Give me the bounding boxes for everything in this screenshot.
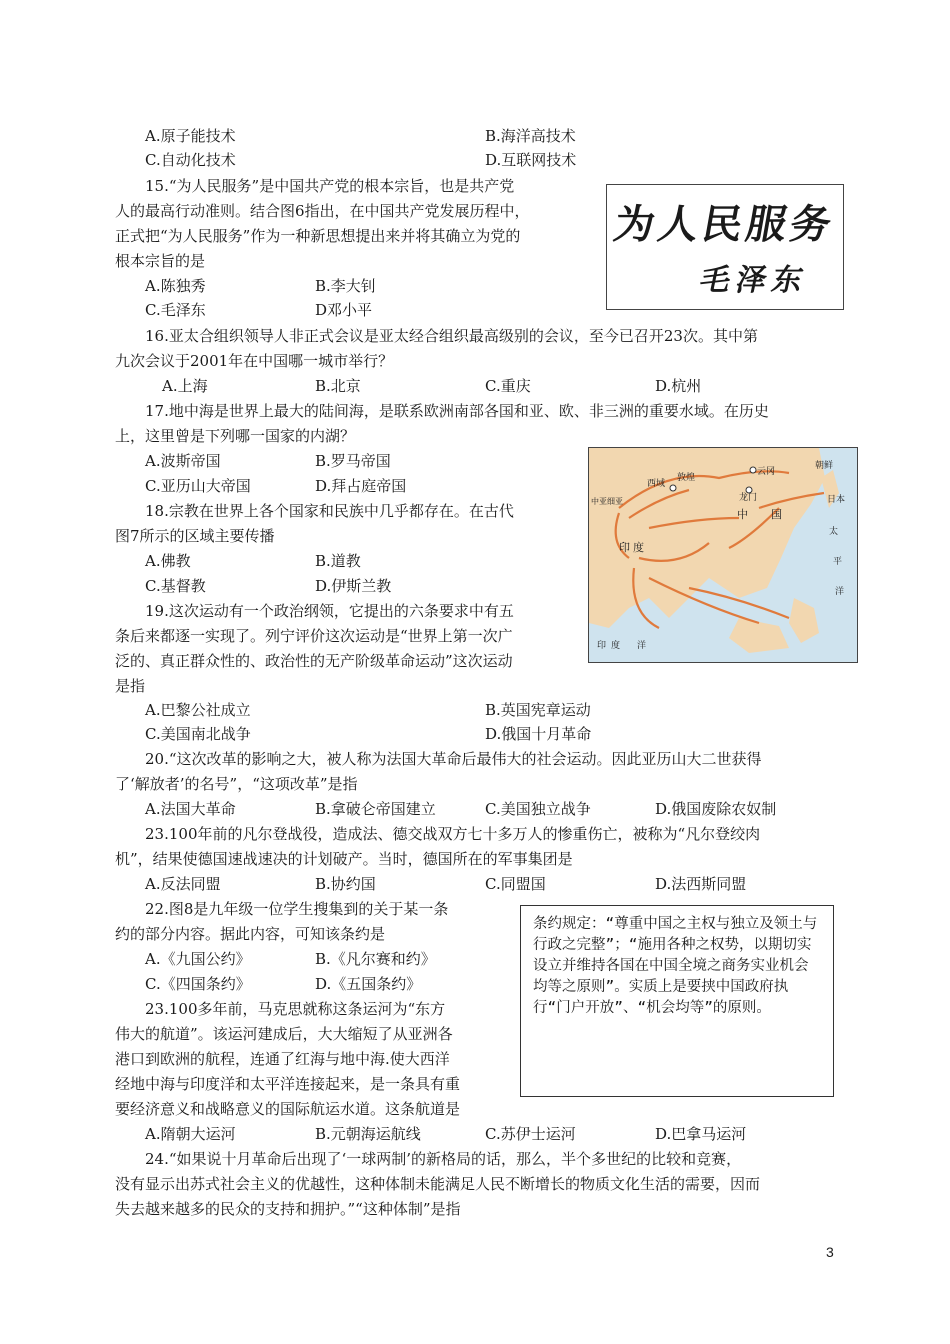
map-label-du: 度 [611,640,621,650]
q16-stem-line1: 16.亚太合组织领导人非正式会议是亚太经合组织最高级别的会议，至今已召开23次。其中第 [145,327,758,345]
q22-option-c: C.《四国条约》 [145,975,251,993]
page-number: 3 [826,1244,834,1260]
map-label-longmen: 龙门 [739,492,758,502]
q23-option-a: A.隋朝大运河 [145,1125,236,1143]
map-label-xiyu: 西域 [647,478,666,488]
map-label-korea: 朝鲜 [815,460,834,470]
q24-stem-line2: 没有显示出苏式社会主义的优越性，这种体制未能满足人民不断增长的物质文化生活的需要，因而 [115,1175,761,1193]
q22-option-b: B.《凡尔赛和约》 [315,950,436,968]
map-label-tai: 太 [829,526,839,536]
q15-option-a: A.陈独秀 [145,277,206,295]
q20-stem-line2: 了‘解放者’的名号”，“这项改革”是指 [115,775,358,793]
map-label-guo: 国 [771,509,782,521]
map-label-dunhuang: 敦煌 [677,472,696,482]
calligraphy-signature: 毛泽东 [696,263,812,298]
q19-option-d: D.俄国十月革命 [485,725,592,743]
q23-stem-line2: 伟大的航道”。该运河建成后，大大缩短了从亚洲各 [115,1025,453,1043]
calligraphy-text: 为人民服务 [610,201,839,248]
q15-option-c: C.毛泽东 [145,301,206,319]
q19-option-c: C.美国南北战争 [145,725,251,743]
q15-option-d: D邓小平 [315,301,373,319]
q22-option-a: A.《九国公约》 [145,950,251,968]
map-label-central-asia: 中亚细亚 [591,497,623,506]
q18-option-a: A.佛教 [145,552,191,570]
q21-stem-line2: 机”，结果使德国速战速决的计划破产。当时，德国所在的军事集团是 [115,850,573,868]
q23-stem-line5: 要经济意义和战略意义的国际航运水道。这条航道是 [115,1100,461,1118]
q22-stem-line2: 约的部分内容。据此内容，可知该条约是 [115,925,386,943]
q20-option-a: A.法国大革命 [145,800,236,818]
q18-stem-line1: 18.宗教在世界上各个国家和民族中几乎都存在。在古代 [145,502,514,520]
calligraphy-figure [606,184,844,310]
map-svg [589,448,857,662]
q21-stem-line1: 23.100年前的凡尔登战役，造成法、德交战双方七十多万人的惨重伤亡，被称为“凡尔登绞肉 [145,825,761,843]
map-label-zhong: 中 [737,509,748,521]
map-label-japan: 日本 [827,494,846,504]
map-label-india: 印 度 [619,542,645,554]
q20-option-c: C.美国独立战争 [485,800,591,818]
q23-option-b: B.元朝海运航线 [315,1125,421,1143]
q14-option-a: A.原子能技术 [145,127,236,145]
q17-option-c: C.亚历山大帝国 [145,477,251,495]
q23-option-c: C.苏伊士运河 [485,1125,576,1143]
q19-stem-line1: 19.这次运动有一个政治纲领，它提出的六条要求中有五 [145,602,514,620]
q22-stem-line1: 22.图8是九年级一位学生搜集到的关于某一条 [145,900,449,918]
q23-stem-line4: 经地中海与印度洋和太平洋连接起来，是一条具有重 [115,1075,461,1093]
q19-stem-line2: 条后来都逐一实现了。列宁评价这次运动是“世界上第一次广 [115,627,513,645]
q19-option-b: B.英国宪章运动 [485,701,591,719]
q15-stem-line3: 正式把“为人民服务”作为一种新思想提出来并将其确立为党的 [115,227,521,245]
q19-option-a: A.巴黎公社成立 [145,701,251,719]
q22-option-d: D.《五国条约》 [315,975,422,993]
q19-stem-line3: 泛的、真正群众性的、政治性的无产阶级革命运动”这次运动 [115,652,513,670]
q23-option-d: D.巴拿马运河 [655,1125,747,1143]
map-label-yang: 洋 [835,586,845,596]
q17-stem-line1: 17.地中海是世界上最大的陆间海，是联系欧洲南部各国和亚、欧、非三洲的重要水域。在历史 [145,402,769,420]
q18-option-c: C.基督教 [145,577,206,595]
map-label-yin: 印 [597,640,607,650]
q23-stem-line3: 港口到欧洲的航程，连通了红海与地中海.使大西洋 [115,1050,450,1068]
q14-option-b: B.海洋高技术 [485,127,576,145]
q15-stem-line4: 根本宗旨的是 [115,252,206,270]
q18-stem-line2: 图7所示的区域主要传播 [115,527,275,545]
q21-option-a: A.反法同盟 [145,875,221,893]
q17-option-b: B.罗马帝国 [315,452,391,470]
q17-stem-line2: 上，这里曾是下列哪一国家的内湖？ [115,427,356,445]
treaty-excerpt-box: 条约规定：“尊重中国之主权与独立及领土与行政之完整”；“施用各种之权势，以期切实设立并维持各国在中国全境之商务实业机会均等之原则”。实质上是要挟中国政府执行“门户开放”、“机会均等”的原则。 [520,905,834,1097]
q16-option-b: B.北京 [315,377,361,395]
q21-option-b: B.协约国 [315,875,376,893]
q16-option-c: C.重庆 [485,377,531,395]
q15-stem-line1: 15.“为人民服务”是中国共产党的根本宗旨，也是共产党 [145,177,515,195]
q17-option-d: D.拜占庭帝国 [315,477,407,495]
q20-option-d: D.俄国废除农奴制 [655,800,777,818]
q16-stem-line2: 九次会议于2001年在中国哪一城市举行？ [115,352,394,370]
q14-option-d: D.互联网技术 [485,151,577,169]
q18-option-b: B.道教 [315,552,361,570]
map-label-ping: 平 [833,556,843,566]
q20-option-b: B.拿破仑帝国建立 [315,800,436,818]
q15-stem-line2: 人的最高行动准则。结合图6指出，在中国共产党发展历程中， [115,202,530,220]
q17-option-a: A.波斯帝国 [145,452,221,470]
q20-stem-line1: 20.“这次改革的影响之大，被人称为法国大革命后最伟大的社会运动。因此亚历山大二世获得 [145,750,762,768]
map-label-yang2: 洋 [637,640,647,650]
q21-option-d: D.法西斯同盟 [655,875,747,893]
q23-stem-line1: 23.100多年前，马克思就称这条运河为“东方 [145,1000,446,1018]
q16-option-d: D.杭州 [655,377,702,395]
q14-option-c: C.自动化技术 [145,151,236,169]
map-label-yungang: 云冈 [757,466,776,476]
q18-option-d: D.伊斯兰教 [315,577,392,595]
buddhism-spread-map [588,447,858,663]
q24-stem-line1: 24.“如果说十月革命后出现了‘一球两制’的新格局的话，那么，半个多世纪的比较和竞赛， [145,1150,742,1168]
q24-stem-line3: 失去越来越多的民众的支持和拥护。”“这种体制”是指 [115,1200,461,1218]
q16-option-a: A.上海 [162,377,208,395]
q19-stem-line4: 是指 [115,677,146,695]
q15-option-b: B.李大钊 [315,277,376,295]
q21-option-c: C.同盟国 [485,875,546,893]
